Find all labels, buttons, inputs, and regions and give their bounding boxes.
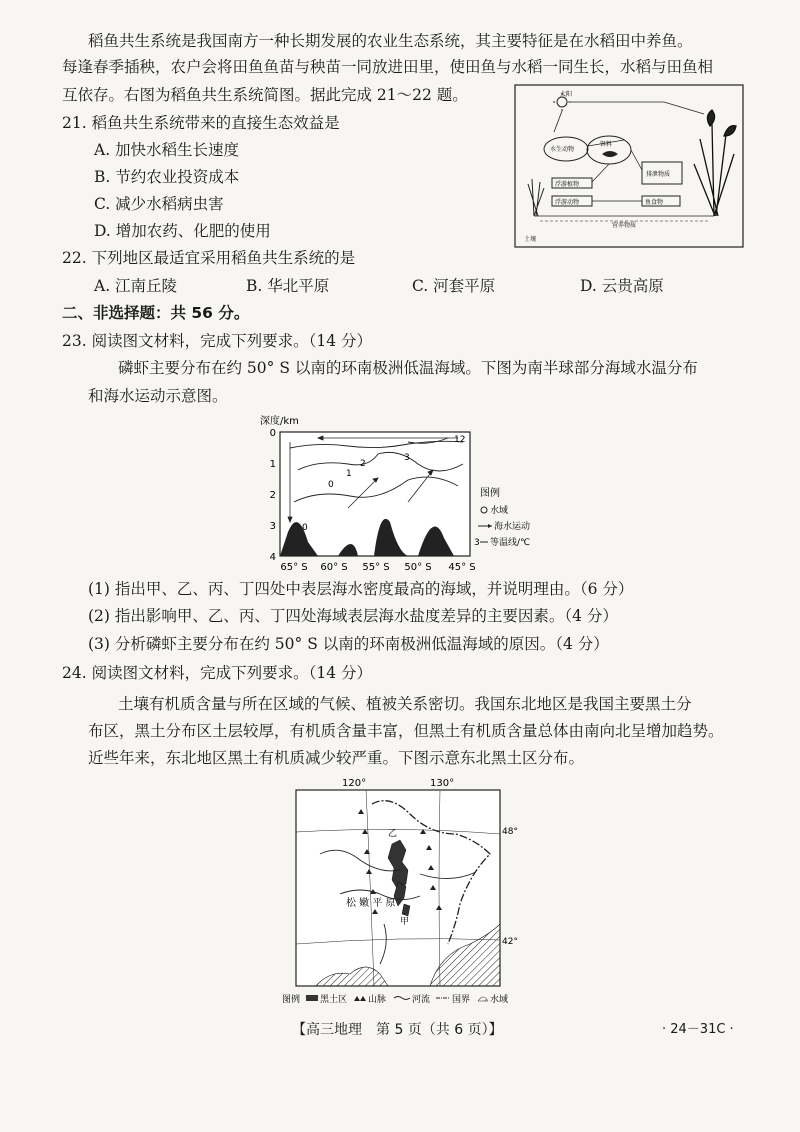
- ocean-ytick-1: 1: [269, 459, 276, 470]
- sun-label: 太阳: [560, 91, 573, 98]
- ocean-ylabel: 深度/km: [260, 416, 299, 427]
- ocean-legend-water: 水域: [490, 506, 509, 516]
- q21-option-c: C. 减少水稻病虫害: [94, 195, 224, 213]
- map-lat-1: 48°: [502, 827, 518, 837]
- ocean-ytick-4: 4: [269, 552, 276, 563]
- q23-sub-1: (1) 指出甲、乙、丙、丁四处中表层海水密度最高的海域，并说明理由。（6 分）: [88, 580, 634, 598]
- nutrients-label: 营养物质: [612, 222, 637, 229]
- q23-sub-2: (2) 指出影响甲、乙、丙、丁四处海域表层海水盐度差异的主要因素。（4 分）: [88, 607, 618, 625]
- intro-line-1: 稻鱼共生系统是我国南方一种长期发展的农业生态系统，其主要特征是在水稻田中养鱼。: [88, 32, 693, 50]
- map-legend-water: 水域: [490, 995, 509, 1005]
- q21-option-b: B. 节约农业投资成本: [94, 168, 240, 186]
- iso-label-0: 0: [328, 480, 334, 490]
- northeast-black-soil-map: [280, 774, 530, 1006]
- ocean-xtick-4: 45° S: [448, 562, 476, 573]
- map-legend-mountain: 山脉: [368, 995, 387, 1005]
- q23-sub-3: (3) 分析磷虾主要分布在约 50° S 以南的环南极洲低温海域的原因。（4 分）: [88, 635, 609, 653]
- box-aquatic-animal: 水生动物: [550, 146, 575, 153]
- box-fish-food: 鱼食物: [645, 199, 664, 206]
- q21-stem: 21. 稻鱼共生系统带来的直接生态效益是: [62, 114, 340, 132]
- ocean-legend-motion: 海水运动: [494, 522, 531, 532]
- rice-fish-diagram: [514, 84, 744, 248]
- ocean-temperature-diagram: [258, 412, 548, 574]
- iso-label-3: 3: [404, 453, 410, 463]
- q24-para-3: 近些年来，东北地区黑土有机质减少较严重。下图示意东北黑土区分布。: [88, 749, 585, 767]
- q24-para-2: 布区，黑土分布区土层较厚，有机质含量丰富，但黑土有机质含量总体由南向北呈增加趋势。: [88, 722, 724, 740]
- q22-option-c: C. 河套平原: [412, 277, 496, 295]
- iso-label-4: 0: [302, 523, 308, 533]
- map-legend-river: 河流: [412, 995, 431, 1005]
- legend-water-icon: [481, 507, 487, 513]
- map-plain-label: 松 嫩 平 原: [346, 898, 396, 909]
- rice-plant-left-icon: [528, 179, 544, 216]
- map-legend-black-soil: 黑土区: [320, 995, 348, 1005]
- legend-river-icon: [394, 997, 410, 1000]
- q22-option-d: D. 云贵高原: [580, 277, 664, 295]
- iso-label-5: 12: [454, 435, 466, 445]
- ocean-legend-iso-sample: 3: [474, 538, 480, 548]
- iso-label-1: 1: [346, 469, 352, 479]
- ocean-xtick-1: 60° S: [320, 562, 348, 573]
- q21-option-a: A. 加快水稻生长速度: [94, 141, 240, 159]
- box-feed: 饵料: [600, 141, 613, 148]
- ocean-legend-title: 图例: [480, 488, 500, 499]
- q22-option-a: A. 江南丘陵: [94, 277, 178, 295]
- box-excreta: 排泄物质: [646, 171, 671, 178]
- iso-label-2: 2: [360, 459, 366, 469]
- q22-option-b: B. 华北平原: [246, 277, 330, 295]
- footer-page-title: 【高三地理 第 5 页（共 6 页）】: [292, 1022, 503, 1038]
- ocean-ytick-3: 3: [269, 521, 276, 532]
- ocean-ytick-2: 2: [269, 490, 276, 501]
- rice-plant-right-icon: [694, 110, 736, 216]
- soil-label: 土壤: [524, 236, 537, 243]
- map-label-yi: 乙: [388, 829, 398, 839]
- legend-black-soil-icon: [306, 995, 318, 1001]
- fish-icon: [602, 151, 618, 157]
- q21-option-d: D. 增加农药、化肥的使用: [94, 222, 271, 240]
- map-label-jia: 甲: [400, 917, 410, 927]
- map-lat-2: 42°: [502, 937, 518, 947]
- footer-code: · 24－31C ·: [662, 1022, 734, 1037]
- q23-para-1: 磷虾主要分布在约 50° S 以南的环南极洲低温海域。下图为南半球部分海域水温分布: [118, 359, 698, 377]
- map-legend-border: 国界: [452, 995, 471, 1005]
- intro-line-2: 每逢春季插秧，农户会将田鱼鱼苗与秧苗一同放进田里，使田鱼与水稻一同生长，水稻与田鱼相: [62, 58, 714, 76]
- q23-stem: 23. 阅读图文材料，完成下列要求。（14 分）: [62, 332, 372, 350]
- ocean-xtick-3: 50° S: [404, 562, 432, 573]
- q23-para-2: 和海水运动示意图。: [88, 387, 228, 405]
- ocean-legend-iso: 等温线/℃: [490, 538, 531, 548]
- ocean-xtick-2: 55° S: [362, 562, 390, 573]
- section-2-heading: 二、非选择题：共 56 分。: [62, 304, 250, 322]
- box-zooplankton: 浮游动物: [555, 199, 580, 206]
- ocean-ytick-0: 0: [269, 428, 276, 439]
- legend-mountain-icon: [354, 996, 366, 1001]
- map-lon-2: 130°: [430, 778, 455, 789]
- box-phytoplankton: 浮游植物: [555, 181, 580, 188]
- q24-stem: 24. 阅读图文材料，完成下列要求。（14 分）: [62, 664, 372, 682]
- legend-water-icon: [478, 997, 488, 1001]
- ocean-xtick-0: 65° S: [280, 562, 308, 573]
- map-lon-1: 120°: [342, 778, 367, 789]
- q22-stem: 22. 下列地区最适宜采用稻鱼共生系统的是: [62, 249, 356, 267]
- intro-line-3: 互依存。右图为稻鱼共生系统简图。据此完成 21～22 题。: [62, 86, 468, 104]
- map-legend-title: 图例: [282, 995, 301, 1005]
- q24-para-1: 土壤有机质含量与所在区域的气候、植被关系密切。我国东北地区是我国主要黑土分: [118, 695, 692, 713]
